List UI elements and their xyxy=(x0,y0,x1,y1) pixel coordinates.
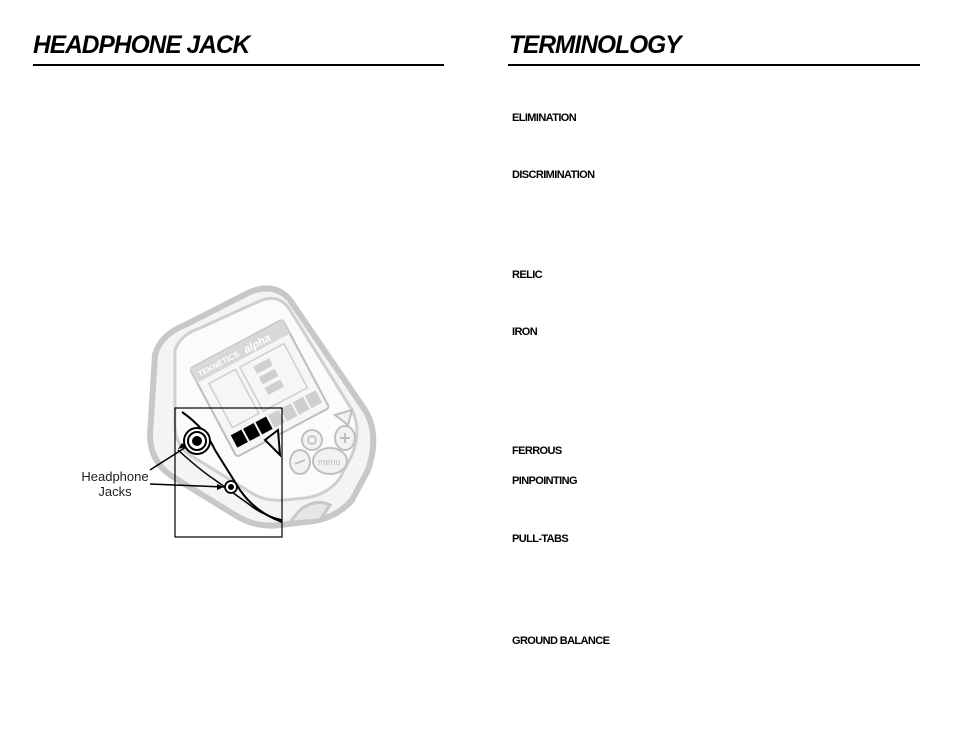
model-label: alpha xyxy=(241,332,273,357)
heading-rule-left xyxy=(33,64,444,66)
term-pull-tabs: PULL-TABS xyxy=(512,533,569,545)
brand-label: TEKNETICS xyxy=(196,349,241,379)
power-button xyxy=(302,430,322,450)
term-ferrous: FERROUS xyxy=(512,445,562,457)
page-heading-terminology: TERMINOLOGY xyxy=(509,31,681,59)
callout-line-1: Headphone xyxy=(81,469,149,484)
term-iron: IRON xyxy=(512,326,538,338)
menu-button-label: menu xyxy=(318,457,341,467)
term-relic: RELIC xyxy=(512,269,543,281)
detector-control-box-illustration xyxy=(60,280,390,550)
term-elimination: ELIMINATION xyxy=(512,112,577,124)
term-discrimination: DISCRIMINATION xyxy=(512,169,595,181)
term-pinpointing: PINPOINTING xyxy=(512,475,577,487)
callout-line-2: Jacks xyxy=(98,484,132,499)
headphone-jacks-callout xyxy=(72,469,158,499)
term-ground-balance: GROUND BALANCE xyxy=(512,635,610,647)
heading-rule-right xyxy=(508,64,920,66)
page-heading-headphone-jack: HEADPHONE JACK xyxy=(33,31,250,59)
